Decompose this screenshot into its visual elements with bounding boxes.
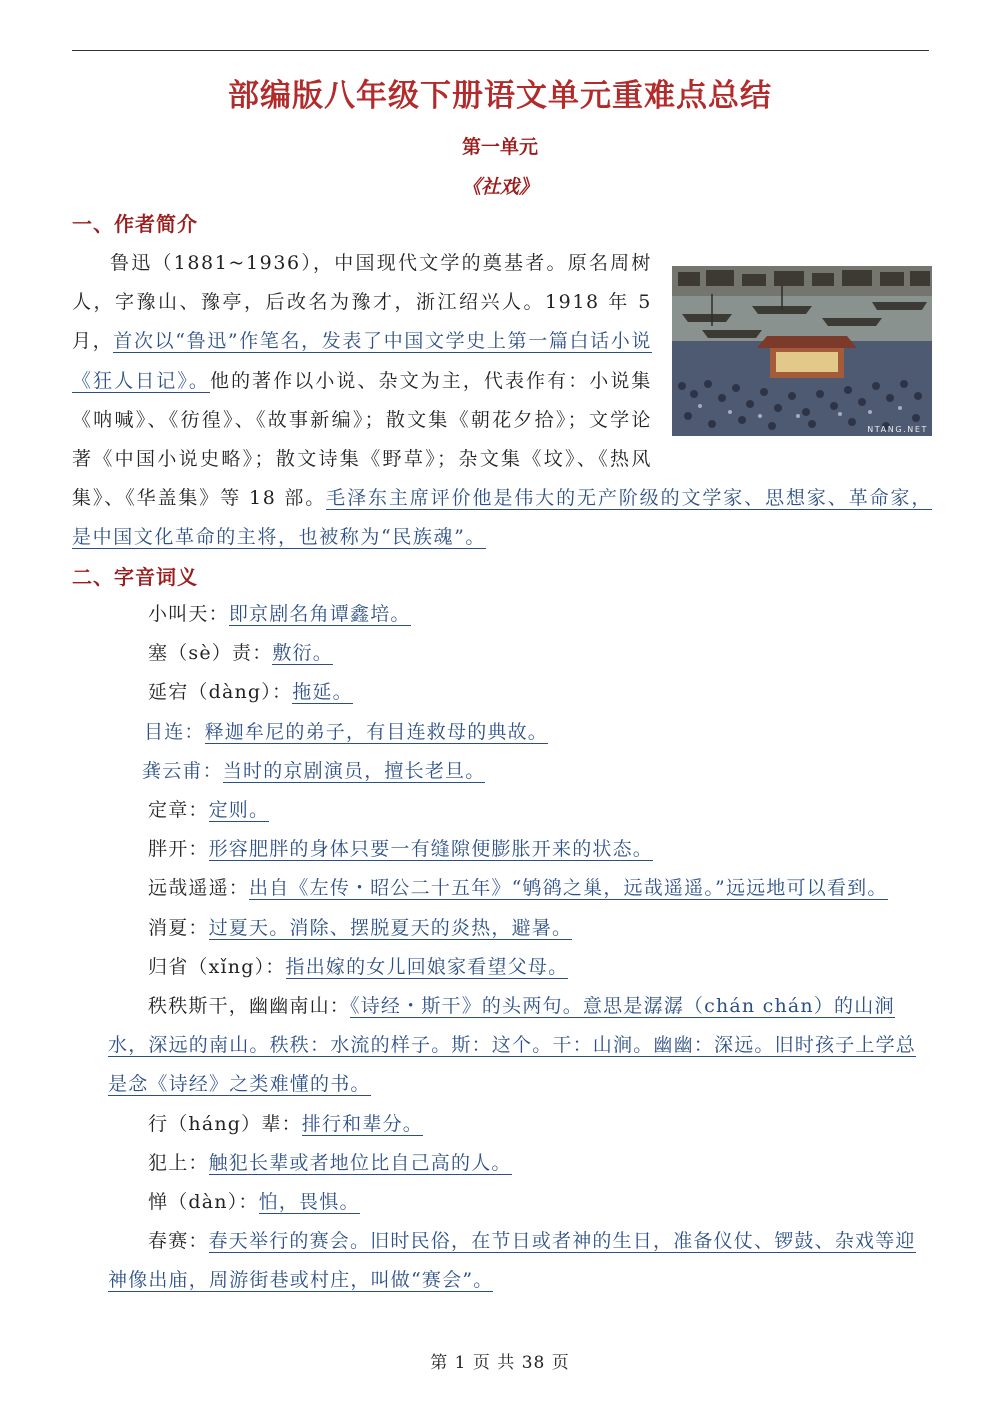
vocab-term: 小叫天： [148, 603, 229, 625]
vocab-meaning: 排行和辈分。 [301, 1112, 423, 1135]
vocab-item [108, 869, 930, 908]
vocab-meaning: 《诗经・斯干》的头两句。意思是潺潺（chán chán）的山涧水，深远的南山。秩秩：水流的样子。斯：这个。干：山涧。幽幽：深远。旧时孩子上学总是念《诗经》之类难懂的书。 [108, 995, 917, 1096]
vocab-term: 塞（sè）责： [148, 642, 273, 665]
author-works-text: 他的著作以小说、杂文为主，代表作有：小说集《呐喊》、《彷徨》、《故事新编》；散文集《朝花夕拾》；文学论著《中国小说史略》；散文诗集《野草》；杂文集《坟》、《热风集》、《华盖集》等 18 部。 [72, 369, 652, 510]
vocab-item [108, 1144, 930, 1183]
vocab-meaning: 当时的京剧演员，擅长老旦。 [222, 759, 486, 782]
vocab-term: 消夏： [148, 916, 209, 939]
vocab-item [108, 713, 930, 752]
author-highlight-evaluation: 毛泽东主席评价他是伟大的无产阶级的文学家、思想家、革命家，是中国文化革命的主将，也被称为“民族魂”。 [72, 487, 932, 549]
author-bio [72, 244, 932, 558]
vocab-term: 秩秩斯干，幽幽南山： [148, 995, 351, 1018]
vocab-meaning: 敷衍。 [272, 642, 334, 665]
top-rule [72, 50, 929, 51]
image-watermark: NTANG.NET [867, 425, 928, 434]
vocab-term: 行（háng）辈： [148, 1112, 302, 1135]
vocab-meaning: 怕，畏惧。 [258, 1191, 360, 1214]
footer-page-number: 1 [454, 1353, 467, 1373]
vocab-item [108, 830, 930, 869]
vocab-term: 目连： [144, 720, 205, 743]
vocab-term: 犯上： [148, 1151, 209, 1174]
vocab-term: 远哉遥遥： [148, 877, 250, 900]
vocab-term: 春赛： [148, 1230, 209, 1253]
vocab-meaning: 出自《左传・昭公二十五年》“鸲鹆之巢，远哉遥遥。”远远地可以看到。 [249, 877, 888, 900]
unit-title: 第一单元 [461, 136, 538, 158]
vocab-meaning: 即京剧名角谭鑫培。 [228, 603, 411, 625]
section-heading-author: 一、作者简介 [72, 212, 198, 236]
vocab-meaning: 指出嫁的女儿回娘家看望父母。 [285, 955, 569, 978]
footer-suffix: 页 [551, 1353, 570, 1373]
vocab-meaning: 形容肥胖的身体只要一有缝隙便膨胀开来的状态。 [208, 838, 654, 861]
vocab-meaning: 过夏天。消除、摆脱夏天的炎热，避暑。 [208, 916, 573, 939]
author-highlight-first-novel: 首次以“鲁迅”作笔名，发表了中国文学史上第一篇白话小说《狂人日记》。 [72, 330, 652, 392]
vocab-item [108, 909, 930, 948]
vocab-meaning: 触犯长辈或者地位比自己高的人。 [208, 1151, 512, 1174]
vocab-term: 惮（dàn）： [148, 1191, 259, 1214]
vocab-item [108, 1222, 930, 1300]
footer-prefix: 第 [430, 1353, 449, 1373]
vocab-meaning: 定则。 [208, 799, 270, 822]
vocab-meaning: 拖延。 [292, 681, 353, 704]
section-heading-vocabulary: 二、字音词义 [72, 565, 198, 589]
footer-middle: 页 共 [472, 1353, 516, 1373]
vocab-item [108, 1183, 930, 1222]
vocab-term: 归省（xǐng）： [148, 955, 286, 978]
vocabulary-list [108, 595, 930, 1301]
vocab-meaning: 春天举行的赛会。旧时民俗，在节日或者神的生日，准备仪仗、锣鼓、杂戏等迎神像出庙，周游街巷或村庄，叫做“赛会”。 [108, 1230, 916, 1292]
vocab-term: 龚云甫： [142, 759, 223, 782]
author-intro-text: 鲁迅（1881~1936），中国现代文学的奠基者。原名周树人，字豫山、豫亭，后改名为豫才，浙江绍兴人。1918 年 5 月， [72, 252, 652, 353]
footer-total-pages: 38 [521, 1353, 546, 1373]
document-title: 部编版八年级下册语文单元重难点总结 [228, 78, 772, 114]
vocab-meaning: 释迦牟尼的弟子，有目连救母的典故。 [204, 720, 549, 743]
vocab-term: 延宕（dàng）： [148, 681, 293, 704]
lesson-title: 《社戏》 [461, 176, 538, 198]
vocab-item [108, 595, 930, 634]
vocab-term: 定章： [148, 799, 209, 822]
vocab-item [108, 634, 930, 673]
page-footer [0, 1348, 1000, 1373]
vocab-item [108, 752, 930, 791]
vocab-item [108, 1105, 930, 1144]
vocab-item [108, 791, 930, 830]
vocab-item [108, 987, 930, 1105]
vocab-term: 胖开： [148, 838, 209, 861]
vocab-item [108, 948, 930, 987]
vocab-item [108, 673, 930, 712]
festival-painting-image [672, 266, 932, 436]
